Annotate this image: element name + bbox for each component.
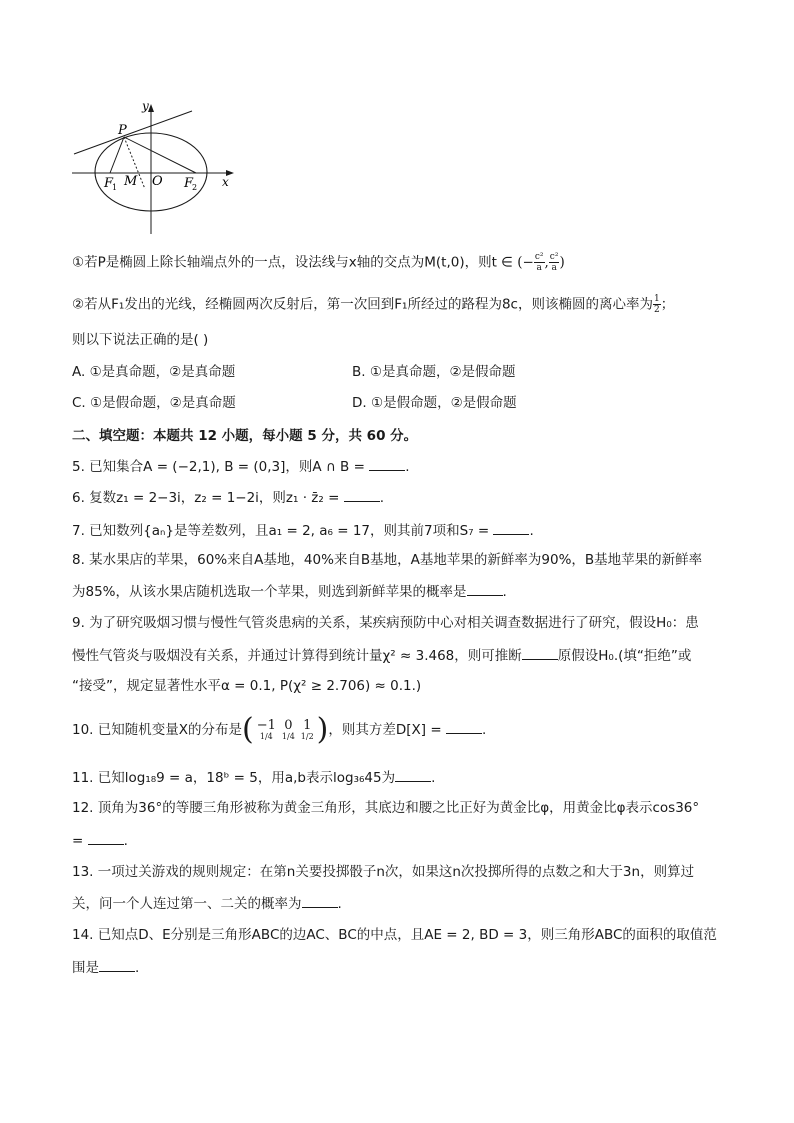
choice-d[interactable]: D. ①是假命题，②是假命题 [352,395,517,411]
answer-blank-12[interactable] [88,830,124,845]
label-f2: F [184,176,194,191]
answer-blank-14[interactable] [99,957,135,972]
problem-6: 6. 复数z₁ = 2−3i，z₂ = 1−2i，则z₁ · z̄₂ = . [72,487,732,508]
matrix-r2-c1: 1/4 [259,732,273,741]
problem-9-line-1: 9. 为了研究吸烟习惯与慢性气管炎患病的关系，某疾病预防中心对相关调查数据进行了研究，假设H₀：患 [72,615,699,631]
statement-2-marker: ② [72,296,85,313]
choice-c[interactable]: C. ①是假命题，②是真命题 [72,395,236,411]
statement-1: ①若P是椭圆上除长轴端点外的一点，设法线与x轴的交点为M(t,0)，则t ∈ (− $\frac{\text{c²}}{a}$ , $\frac{\text{c²}}{a}$ ) [72,252,565,273]
answer-blank-9[interactable] [522,645,558,660]
interval-left: (− [517,254,534,271]
statement-1-text: 若P是椭圆上除长轴端点外的一点，设法线与x轴的交点为M(t,0)，则t ∈ [84,254,513,271]
problem-14-line-2: 围是 . [72,957,732,978]
answer-blank-8[interactable] [467,581,503,596]
problem-12-line-2: = . [72,830,732,851]
answer-blank-10[interactable] [446,719,482,734]
label-m: M [124,174,138,189]
statement-2: ②若从F₁发出的光线，经椭圆两次反射后，第一次回到F₁所经过的路程为8c，则该椭圆的离心率为 $\frac{1}{2}$ ； [72,294,675,315]
ellipse-figure [66,96,242,242]
problem-7: 7. 已知数列{aₙ}是等差数列，且a₁ = 2, a₆ = 17，则其前7项和S₇ = . [72,520,732,541]
problem-13-line-2: 关，问一个人连过第一、二关的概率为 . [72,893,732,914]
problem-9-line-3: “接受”，规定显著性水平α = 0.1, P(χ² ≥ 2.706) ≈ 0.1.) [72,678,422,694]
label-f1-sub: 1 [112,183,118,192]
answer-blank-6[interactable] [344,487,380,502]
matrix-r1-c3: 1 [303,718,312,733]
statement-2-text: 若从F₁发出的光线，经椭圆两次反射后，第一次回到F₁所经过的路程为8c，则该椭圆的离心率为 [84,296,653,313]
label-p: P [118,123,127,138]
label-x: x [222,175,229,189]
segment-pf1 [110,137,124,173]
label-y: y [142,99,149,113]
segment-pf2 [124,137,196,173]
problem-10: 10. 已知随机变量X的分布是( −1 0 1 1/4 1/4 1/2 )，则其方差D[X] = . [72,712,487,747]
answer-blank-5[interactable] [369,456,405,471]
answer-blank-13[interactable] [302,893,338,908]
matrix-r2-c2: 1/4 [281,732,295,741]
section-title: 二、填空题：本题共 12 小题，每小题 5 分，共 60 分。 [72,428,418,444]
fraction-c2-over-a-1: $\frac{\text{c²}}{a}$ [534,252,544,273]
distribution-matrix [254,719,317,741]
interval-right: ) [559,254,565,271]
fraction-one-half: $\frac{1}{2}$ [653,294,660,315]
problem-12-line-1: 12. 顶角为36°的等腰三角形被称为黄金三角形，其底边和腰之比正好为黄金比φ，用黄金比φ表示cos36° [72,800,700,816]
answer-blank-11[interactable] [395,767,431,782]
tangent-line [74,111,192,154]
question-stem: 则以下说法正确的是( ) [72,332,209,348]
problem-14-line-1: 14. 已知点D、E分别是三角形ABC的边AC、BC的中点，且AE = 2, BD = 3，则三角形ABC的面积的取值范 [72,927,717,943]
label-o: O [152,174,163,189]
problem-11: 11. 已知log₁₈9 = a，18ᵇ = 5，用a,b表示log₃₆45为 . [72,767,732,788]
choice-b[interactable]: B. ①是真命题，②是假命题 [352,364,516,380]
problem-13-line-1: 13. 一项过关游戏的规则规定：在第n关要投掷骰子n次，如果这n次投掷所得的点数之和大于3n，则算过 [72,864,695,880]
choice-a[interactable]: A. ①是真命题，②是真命题 [72,364,236,380]
label-f1: F [104,176,114,191]
y-axis-arrow [148,104,154,112]
statement-1-marker: ① [72,254,85,271]
problem-5: 5. 已知集合A = (−2,1), B = (0,3]，则A ∩ B = . [72,456,732,477]
matrix-r2-c3: 1/2 [300,732,314,741]
problem-8-line-1: 8. 某水果店的苹果，60%来自A基地，40%来自B基地，A基地苹果的新鲜率为90%，B基地苹果的新鲜率 [72,552,703,568]
matrix-r1-c2: 0 [284,718,293,733]
problem-9-line-2: 慢性气管炎与吸烟没有关系，并通过计算得到统计量χ² ≈ 3.468，则可推断 原假设H₀.(填“拒绝”或 [72,645,732,666]
label-f2-sub: 2 [192,183,198,192]
problem-8-line-2: 为85%，从该水果店随机选取一个苹果，则选到新鲜苹果的概率是 . [72,581,732,602]
fraction-c2-over-a-2: $\frac{\text{c²}}{a}$ [549,252,559,273]
matrix-r1-c1: −1 [256,718,276,733]
answer-blank-7[interactable] [493,520,529,535]
